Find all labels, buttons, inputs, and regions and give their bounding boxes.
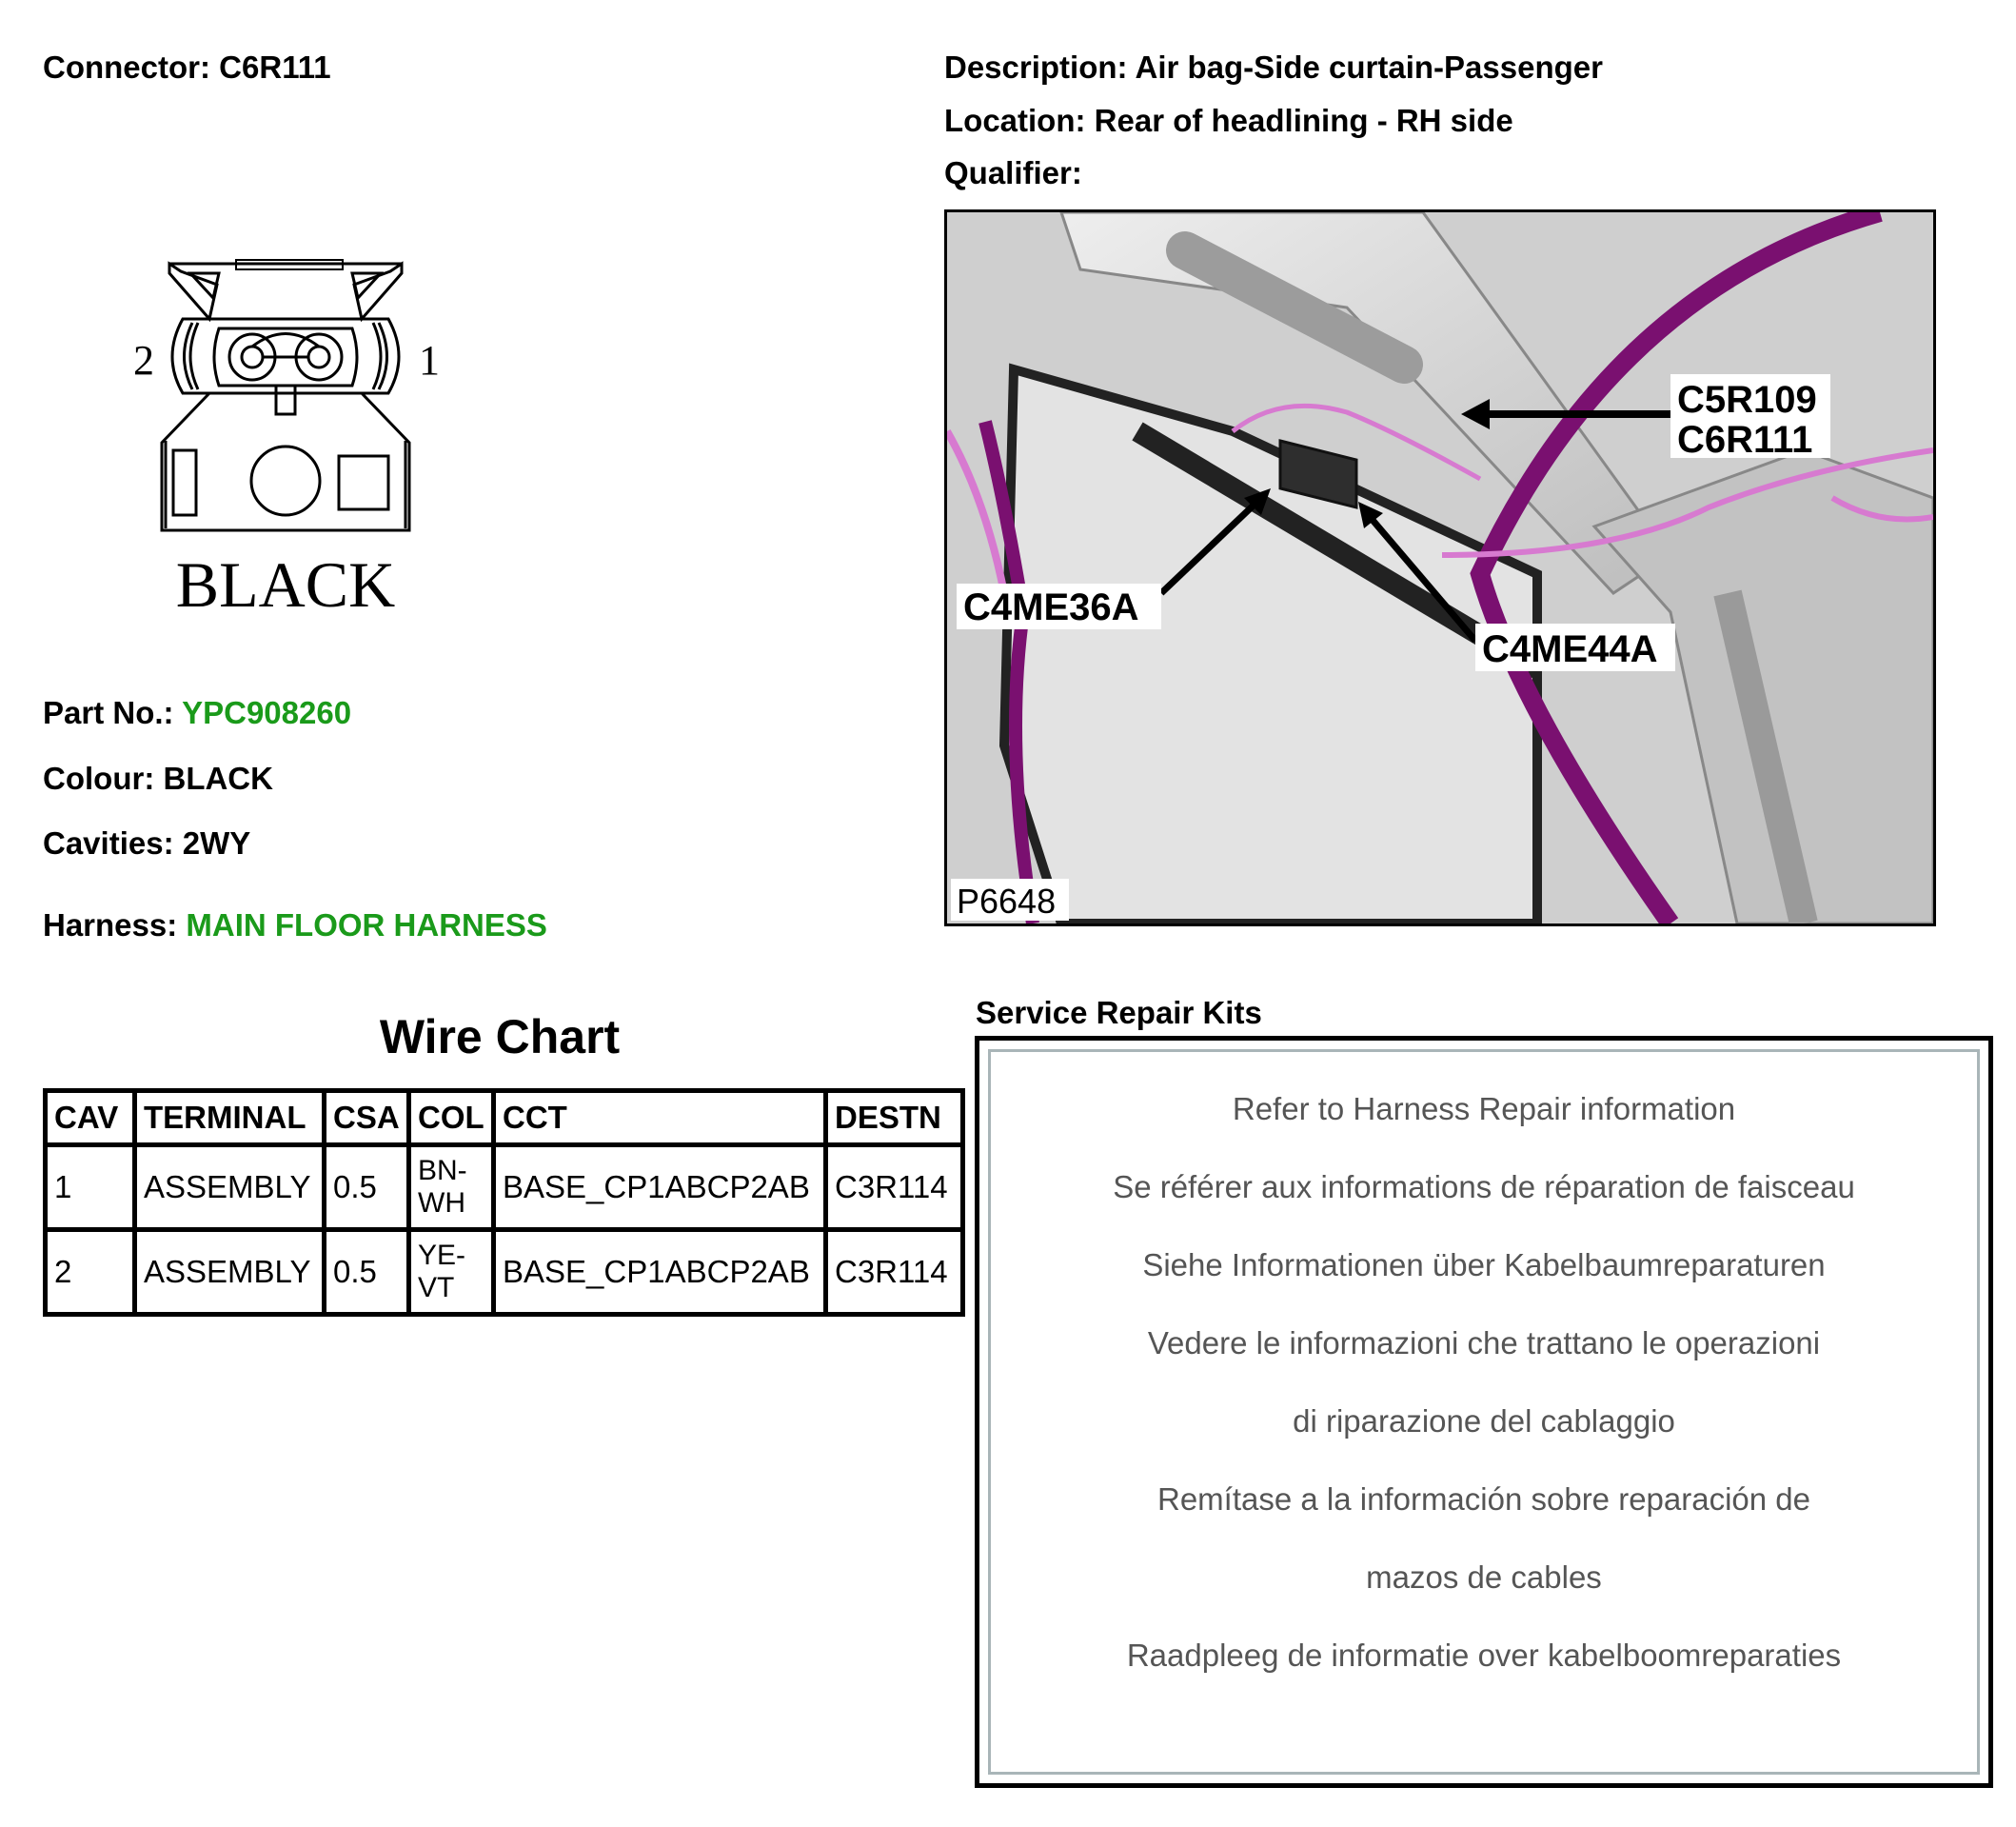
- header-csa: CSA: [325, 1091, 409, 1145]
- cell-col: BN- WH: [409, 1145, 494, 1230]
- cell-col: YE- VT: [409, 1230, 494, 1315]
- qualifier-field: [944, 155, 1082, 191]
- table-row: [46, 1145, 963, 1230]
- header-destn: DESTN: [826, 1091, 963, 1145]
- repair-kits-inner-frame: [988, 1049, 1980, 1775]
- part-number-label: Part No.:: [43, 695, 174, 730]
- connector-face-drawing: [124, 252, 447, 633]
- cell-terminal: ASSEMBLY: [135, 1230, 325, 1315]
- cavities-value: 2WY: [182, 825, 251, 861]
- location-photo-illustration: [947, 212, 1933, 923]
- cell-csa: 0.5: [325, 1230, 409, 1315]
- repair-line: di riparazione del cablaggio: [1293, 1403, 1675, 1439]
- pin-label-2: 2: [133, 337, 154, 384]
- repair-kits-text: [991, 1090, 1977, 1715]
- cell-cct: BASE_CP1ABCP2AB: [494, 1145, 826, 1230]
- location-label: Location:: [944, 103, 1086, 138]
- cell-destn: C3R114: [826, 1230, 963, 1315]
- table-header-row: [46, 1091, 963, 1145]
- pin-label-1: 1: [419, 337, 440, 384]
- wire-chart-title: Wire Chart: [379, 1010, 621, 1063]
- header-cct: CCT: [494, 1091, 826, 1145]
- repair-kits-title: Service Repair Kits: [976, 995, 1262, 1030]
- repair-line: Vedere le informazioni che trattano le operazioni: [1147, 1325, 1821, 1360]
- connector-label: Connector:: [43, 50, 210, 85]
- description-label: Description:: [944, 50, 1128, 85]
- header-col: COL: [409, 1091, 494, 1145]
- part-number-value: YPC908260: [182, 695, 352, 730]
- cell-csa: 0.5: [325, 1145, 409, 1230]
- colour-value: BLACK: [163, 761, 273, 796]
- repair-line: mazos de cables: [1366, 1559, 1602, 1595]
- callout-c5r109: C5R109: [1677, 379, 1817, 421]
- cavities-label: Cavities:: [43, 825, 174, 861]
- location-value: Rear of headlining - RH side: [1094, 103, 1513, 138]
- cell-destn: C3R114: [826, 1145, 963, 1230]
- cell-cct: BASE_CP1ABCP2AB: [494, 1230, 826, 1315]
- colour-field: [43, 761, 273, 797]
- location-photo: [944, 209, 1936, 926]
- repair-line: Siehe Informationen über Kabelbaumreparaturen: [1142, 1247, 1826, 1282]
- harness-value: MAIN FLOOR HARNESS: [186, 907, 547, 943]
- cell-cav: 2: [46, 1230, 135, 1315]
- connector-field: [43, 50, 331, 86]
- wire-chart-table: [43, 1088, 965, 1317]
- repair-line: Refer to Harness Repair information: [1232, 1091, 1736, 1126]
- description-value: Air bag-Side curtain-Passenger: [1135, 50, 1603, 85]
- cell-terminal: ASSEMBLY: [135, 1145, 325, 1230]
- callout-c4me44a: C4ME44A: [1482, 628, 1658, 670]
- header-cav: CAV: [46, 1091, 135, 1145]
- repair-line: Remítase a la información sobre reparación de: [1156, 1481, 1811, 1517]
- repair-line: Se référer aux informations de réparation de faisceau: [1113, 1169, 1855, 1204]
- description-field: [944, 50, 1603, 86]
- connector-value: C6R111: [219, 50, 331, 85]
- colour-label: Colour:: [43, 761, 155, 796]
- harness-label: Harness:: [43, 907, 178, 943]
- repair-kits-box: [975, 1036, 1993, 1788]
- harness-field: [43, 907, 547, 943]
- header-terminal: TERMINAL: [135, 1091, 325, 1145]
- location-field: [944, 103, 1513, 139]
- drawing-colour-label: BLACK: [175, 548, 396, 621]
- cell-cav: 1: [46, 1145, 135, 1230]
- part-number-field: [43, 695, 351, 731]
- callout-c4me36a: C4ME36A: [963, 586, 1139, 628]
- qualifier-label: Qualifier:: [944, 155, 1082, 190]
- repair-line: Raadpleeg de informatie over kabelboomreparaties: [1126, 1638, 1842, 1673]
- photo-reference: P6648: [957, 882, 1057, 921]
- table-row: [46, 1230, 963, 1315]
- callout-c6r111: C6R111: [1677, 419, 1813, 461]
- cavities-field: [43, 825, 250, 862]
